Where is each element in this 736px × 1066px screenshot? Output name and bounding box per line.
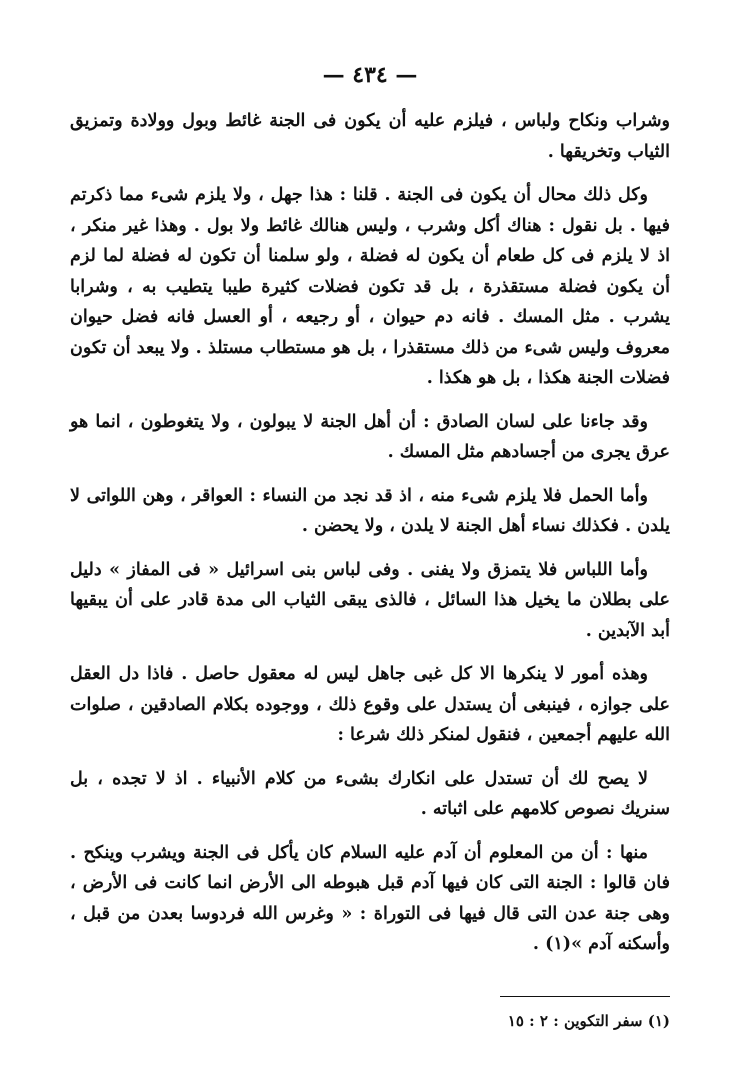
page-number: — ٤٣٤ — xyxy=(322,62,418,88)
paragraph-1: وشراب ونكاح ولباس ، فيلزم عليه أن يكون فى الجنة غائط وبول وولادة وتمزيق الثياب وتخريقها . xyxy=(70,111,670,162)
paragraph-8: منها : أن من المعلوم أن آدم عليه السلام كان يأكل فى الجنة ويشرب وينكح . فان قالوا : الجنة التى كان فيها آدم قبل هبوطه الى الأرض انما كانت فى الأرض ، وهى جنة عدن التى قال فيها فى التوراة : « وغرس الله فردوسا بعدن من قبل ، وأسكنه آدم »(١) . xyxy=(70,842,670,954)
paragraph-2: وكل ذلك محال أن يكون فى الجنة . قلنا : هذا جهل ، ولا يلزم شىء مما ذكرتم فيها . بل نقول : هناك أكل وشرب ، وليس هنالك غائط ولا بول . وهذا غير منكر ، اذ لا يلزم فى كل طعام أن يكون له فضلة ، ولو سلمنا أن تكون له فضلة لما لزم أن يكون فضلة مستقذرة ، بل قد تكون فضلات كثيرة طيبا يتطيب به ، وشرابا يشرب . مثل المسك . فانه دم حيوان ، أو رجيعه ، أو العسل فانه فضل حيوان معروف وليس شىء من ذلك مستقذرا ، بل هو مستطاب مستلذ . ولا يبعد أن تكون فضلات الجنة هكذا ، بل هو هكذا . xyxy=(70,185,670,388)
body-text xyxy=(70,106,670,973)
paragraph-7: لا يصح لك أن تستدل على انكارك بشىء من كلام الأنبياء . اذ لا تجده ، بل سنريك نصوص كلامهم على اثباته . xyxy=(70,768,670,819)
paragraph-3: وقد جاءنا على لسان الصادق : أن أهل الجنة لا يبولون ، ولا يتغوطون ، انما هو عرق يجرى من أجسادهم مثل المسك . xyxy=(70,411,670,462)
footnote-divider xyxy=(500,996,670,997)
paragraph-5: وأما اللباس فلا يتمزق ولا يفنى . وفى لباس بنى اسرائيل « فى المفاز » دليل على بطلان ما يخيل هذا السائل ، فالذى يبقى الثياب الى مدة قادر على أن يبقيها أبد الآبدين . xyxy=(70,559,670,641)
document-page xyxy=(70,0,670,1066)
paragraph-6: وهذه أمور لا ينكرها الا كل غبى جاهل ليس له معقول حاصل . فاذا دل العقل على جوازه ، فينبغى أن يستدل على وقوع ذلك ، ووجوده بكلام الصادقين ، صلوات الله عليهم أجمعين ، فنقول لمنكر ذلك شرعا : xyxy=(70,664,670,745)
paragraph-4: وأما الحمل فلا يلزم شىء منه ، اذ قد نجد من النساء : العواقر ، وهن اللواتى لا يلدن . فكذلك نساء أهل الجنة لا يلدن ، ولا يحضن . xyxy=(70,485,670,536)
footnote: (١) سفر التكوين : ٢ : ١٥ xyxy=(507,1012,670,1030)
